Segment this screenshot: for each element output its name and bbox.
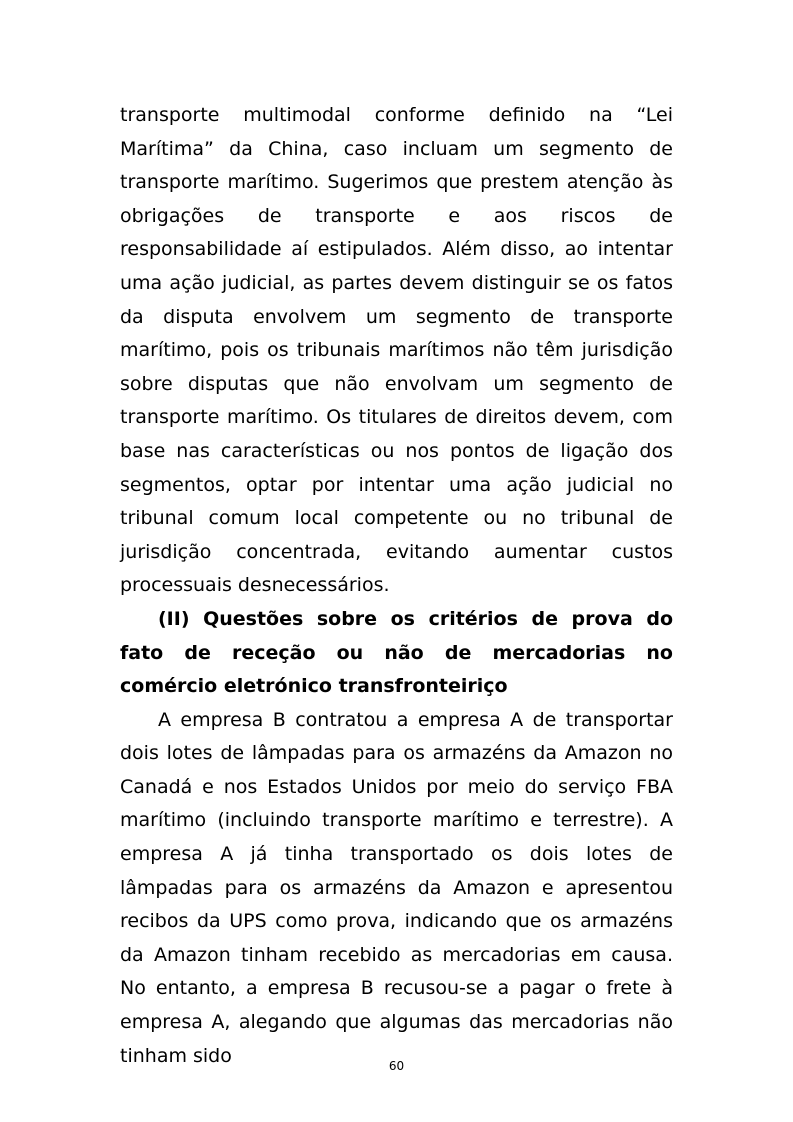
body-paragraph: A empresa B contratou a empresa A de transportar dois lotes de lâmpadas para os armazéns da Amazon no Canadá e nos Estados Unidos por meio do serviço FBA marítimo (incluindo transporte marítimo e terrestre). A empresa A já tinha transportado os dois lotes de lâmpadas para os armazéns da Amazon e apresentou recibos da UPS como prova, indicando que os armazéns da Amazon tinham recebido as mercadorias em causa. No entanto, a empresa B recusou-se a pagar o frete à empresa A, alegando que algumas das mercadorias não tinham sido: [120, 708, 673, 1067]
section-heading: (II) Questões sobre os critérios de prova do fato de receção ou não de mercadorias no comércio eletrónico transfronteiriço: [120, 607, 673, 698]
body-paragraph: transporte multimodal conforme definido na “Lei Marítima” da China, caso incluam um segmento de transporte marítimo. Sugerimos que prestem atenção às obrigações de transporte e aos riscos de responsabilidade aí estipulados. Além disso, ao intentar uma ação judicial, as partes devem distinguir se os fatos da disputa envolvem um segmento de transporte marítimo, pois os tribunais marítimos não têm jurisdição sobre disputas que não envolvam um segmento de transporte marítimo. Os titulares de direitos devem, com base nas características ou nos pontos de ligação dos segmentos, optar por intentar uma ação judicial no tribunal comum local competente ou no tribunal de jurisdição concentrada, evitando aumentar custos processuais desnecessários.: [120, 104, 673, 597]
document-body: [120, 99, 673, 1073]
page-number: 60: [388, 1059, 405, 1073]
